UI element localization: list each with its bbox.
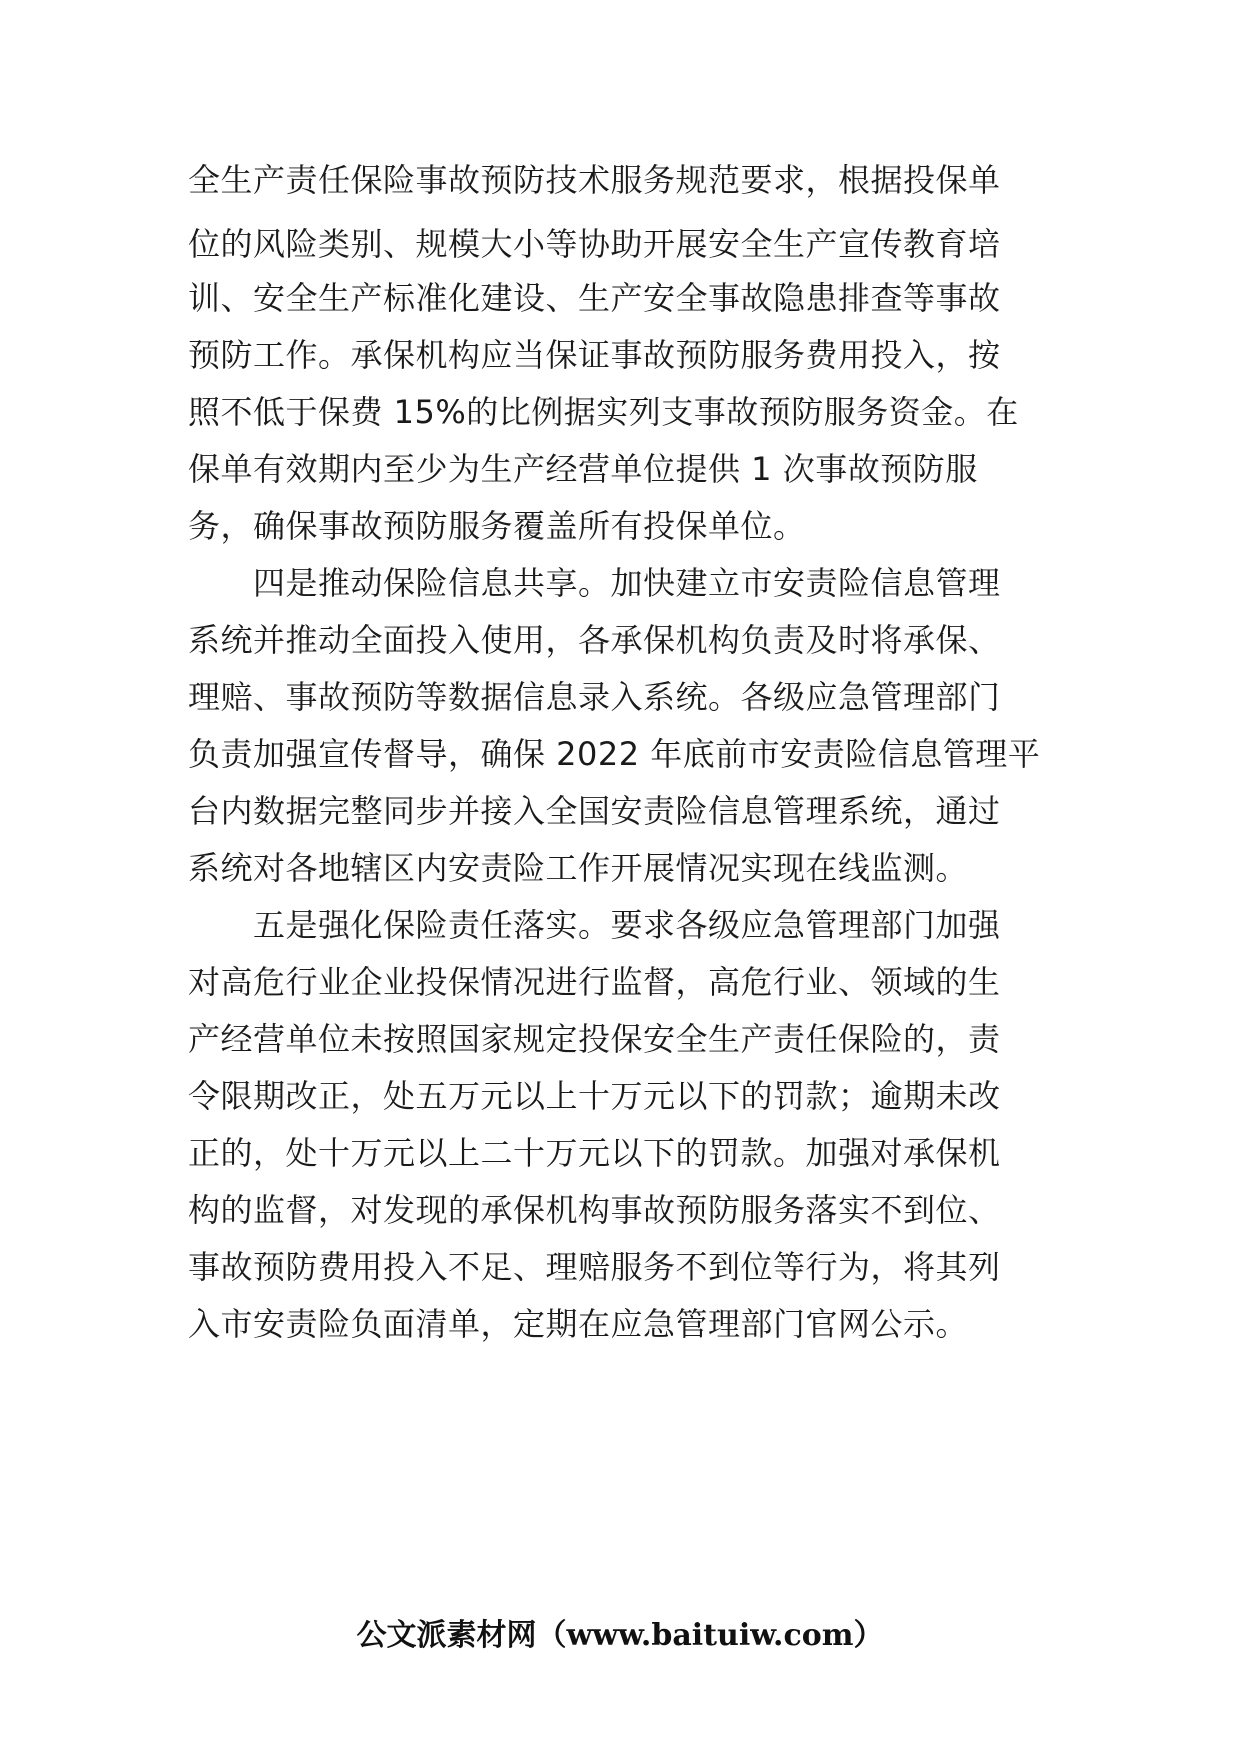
- text-line: 令限期改正，处五万元以上十万元以下的罚款；逾期未改: [188, 1077, 1001, 1115]
- text-line: 系统并推动全面投入使用，各承保机构负责及时将承保、: [188, 621, 1001, 659]
- text-line: 负责加强宣传督导，确保 2022 年底前市安责险信息管理平: [188, 735, 1041, 773]
- text-line: 照不低于保费 15%的比例据实列支事故预防服务资金。在: [188, 393, 1019, 431]
- paragraph-start-line: 四是推动保险信息共享。加快建立市安责险信息管理: [253, 564, 1001, 602]
- text-line: 理赔、事故预防等数据信息录入系统。各级应急管理部门: [188, 678, 1001, 716]
- text-line: 产经营单位未按照国家规定投保安全生产责任保险的，责: [188, 1020, 1001, 1058]
- text-line: 位的风险类别、规模大小等协助开展安全生产宣传教育培: [188, 225, 1001, 263]
- text-line: 正的，处十万元以上二十万元以下的罚款。加强对承保机: [188, 1134, 1001, 1172]
- text-line: 系统对各地辖区内安责险工作开展情况实现在线监测。: [188, 849, 969, 887]
- text-line: 事故预防费用投入不足、理赔服务不到位等行为，将其列: [188, 1248, 1001, 1286]
- page-footer-watermark: 公文派素材网（www.baituiw.com）: [356, 1618, 884, 1653]
- text-line: 训、安全生产标准化建设、生产安全事故隐患排查等事故: [188, 279, 1001, 317]
- text-line: 保单有效期内至少为生产经营单位提供 1 次事故预防服: [188, 450, 978, 488]
- text-line: 入市安责险负面清单，定期在应急管理部门官网公示。: [188, 1305, 969, 1343]
- text-line: 务，确保事故预防服务覆盖所有投保单位。: [188, 507, 806, 545]
- text-line: 预防工作。承保机构应当保证事故预防服务费用投入，按: [188, 336, 1001, 374]
- text-line: 对高危行业企业投保情况进行监督，高危行业、领域的生: [188, 963, 1001, 1001]
- text-line: 全生产责任保险事故预防技术服务规范要求，根据投保单: [188, 161, 1001, 199]
- paragraph-start-line: 五是强化保险责任落实。要求各级应急管理部门加强: [253, 906, 1001, 944]
- text-line: 台内数据完整同步并接入全国安责险信息管理系统，通过: [188, 792, 1001, 830]
- text-line: 构的监督，对发现的承保机构事故预防服务落实不到位、: [188, 1191, 1001, 1229]
